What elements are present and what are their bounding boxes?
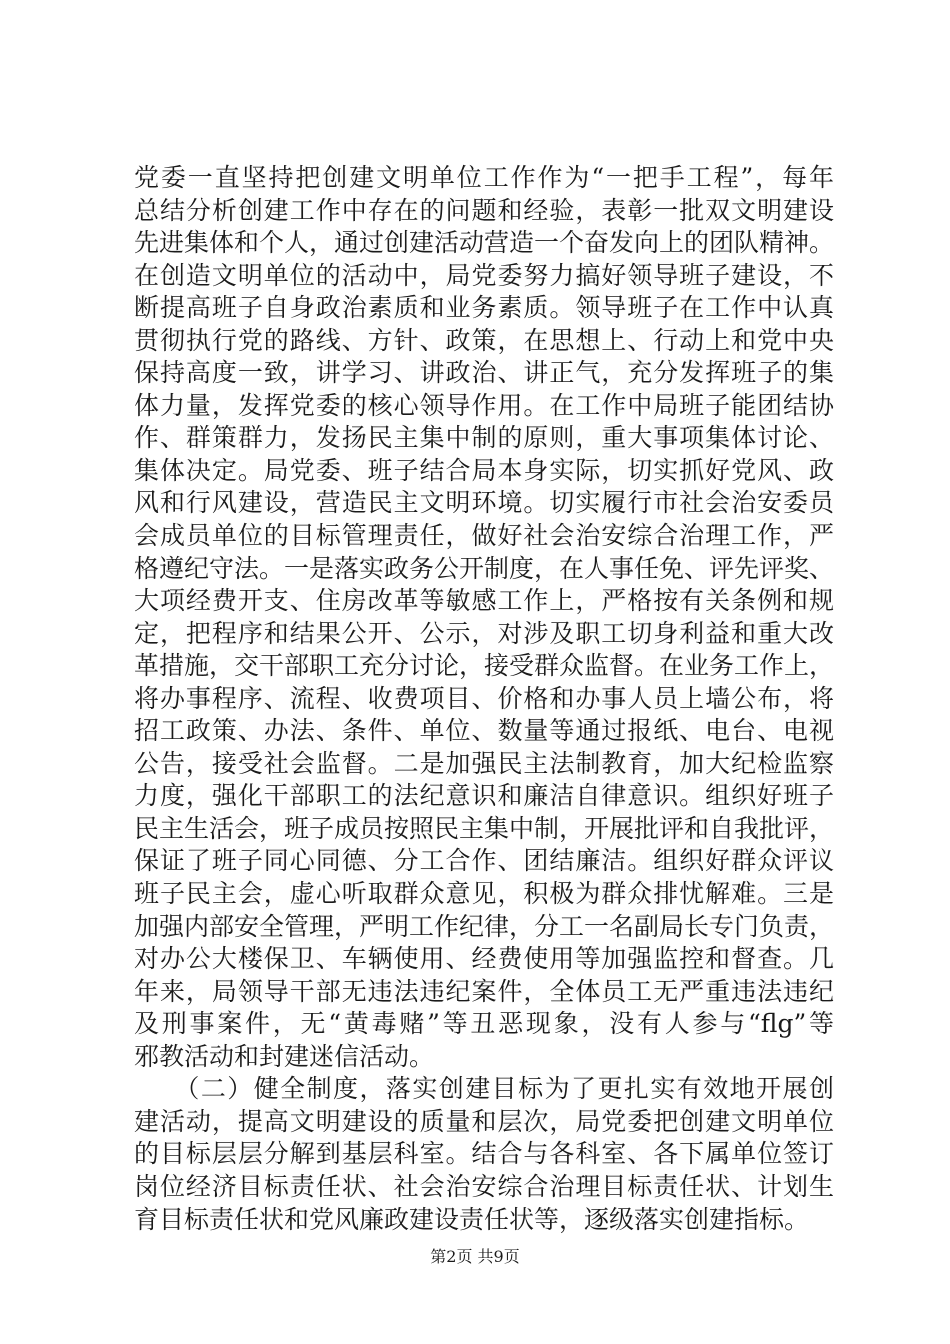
text-line: 大项经费开支、住房改革等敏感工作上，严格按有关条例和规 <box>134 586 834 616</box>
text-line: 民主生活会，班子成员按照民主集中制，开展批评和自我批评， <box>134 813 835 843</box>
text-line: 体力量，发挥党委的核心领导作用。在工作中局班子能团结协 <box>134 390 834 420</box>
text-line: 总结分析创建工作中存在的问题和经验，表彰一批双文明建设 <box>134 195 834 225</box>
text-line: 党委一直坚持把创建文明单位工作作为“一把手工程”，每年 <box>134 163 834 192</box>
text-line: 保证了班子同心同德、分工合作、团结廉洁。组织好群众评议 <box>134 846 834 876</box>
text-line: 年来，局领导干部无违法违纪案件，全体员工无严重违法违纪 <box>134 976 834 1006</box>
text-line: 集体决定。局党委、班子结合局本身实际，切实抓好党风、政 <box>134 455 834 485</box>
text-line: 风和行风建设，营造民主文明环境。切实履行市社会治安委员 <box>134 488 834 518</box>
text-line: 育目标责任状和党风廉政建设责任状等，逐级落实创建指标。 <box>134 1204 810 1234</box>
text-line: 的目标层层分解到基层科室。结合与各科室、各下属单位签订 <box>134 1139 834 1169</box>
text-line: 格遵纪守法。一是落实政务公开制度，在人事任免、评先评奖、 <box>134 553 835 583</box>
text-line: 定，把程序和结果公开、公示，对涉及职工切身利益和重大改 <box>134 618 834 648</box>
text-line: 招工政策、办法、条件、单位、数量等通过报纸、电台、电视 <box>134 716 834 746</box>
text-line: 革措施，交干部职工充分讨论，接受群众监督。在业务工作上， <box>134 651 835 681</box>
text-line: 对办公大楼保卫、车辆使用、经费使用等加强监控和督查。几 <box>134 944 834 974</box>
text-line: 岗位经济目标责任状、社会治安综合治理目标责任状、计划生 <box>134 1171 834 1201</box>
text-line: 班子民主会，虚心听取群众意见，积极为群众排忧解难。三是 <box>134 879 834 909</box>
text-line: 作、群策群力，发扬民主集中制的原则，重大事项集体讨论、 <box>134 423 834 453</box>
text-line: 将办事程序、流程、收费项目、价格和办事人员上墙公布，将 <box>134 683 834 713</box>
text-line: 保持高度一致，讲学习、讲政治、讲正气，充分发挥班子的集 <box>134 358 834 388</box>
text-line: 及刑事案件，无“黄毒赌”等丑恶现象，没有人参与“flg”等 <box>134 1009 834 1039</box>
text-line: 加强内部安全管理，严明工作纪律，分工一名副局长专门负责， <box>134 911 835 941</box>
text-line: 力度，强化干部职工的法纪意识和廉洁自律意识。组织好班子 <box>134 781 834 811</box>
text-line: 会成员单位的目标管理责任，做好社会治安综合治理工作，严 <box>134 521 834 551</box>
text-line: 公告，接受社会监督。二是加强民主法制教育，加大纪检监察 <box>134 748 834 778</box>
text-line: 先进集体和个人，通过创建活动营造一个奋发向上的团队精神。 <box>134 228 835 258</box>
text-line: （二）健全制度，落实创建目标为了更扎实有效地开展创 <box>134 1074 834 1104</box>
body-text <box>134 162 834 1236</box>
page-footer: 第2页 共9页 <box>430 1247 520 1266</box>
text-line: 在创造文明单位的活动中，局党委努力搞好领导班子建设，不 <box>134 260 834 290</box>
text-line: 邪教活动和封建迷信活动。 <box>134 1041 435 1071</box>
text-line: 建活动，提高文明建设的质量和层次，局党委把创建文明单位 <box>134 1106 834 1136</box>
text-line: 断提高班子自身政治素质和业务素质。领导班子在工作中认真 <box>134 293 834 323</box>
text-line: 贯彻执行党的路线、方针、政策，在思想上、行动上和党中央 <box>134 325 834 355</box>
